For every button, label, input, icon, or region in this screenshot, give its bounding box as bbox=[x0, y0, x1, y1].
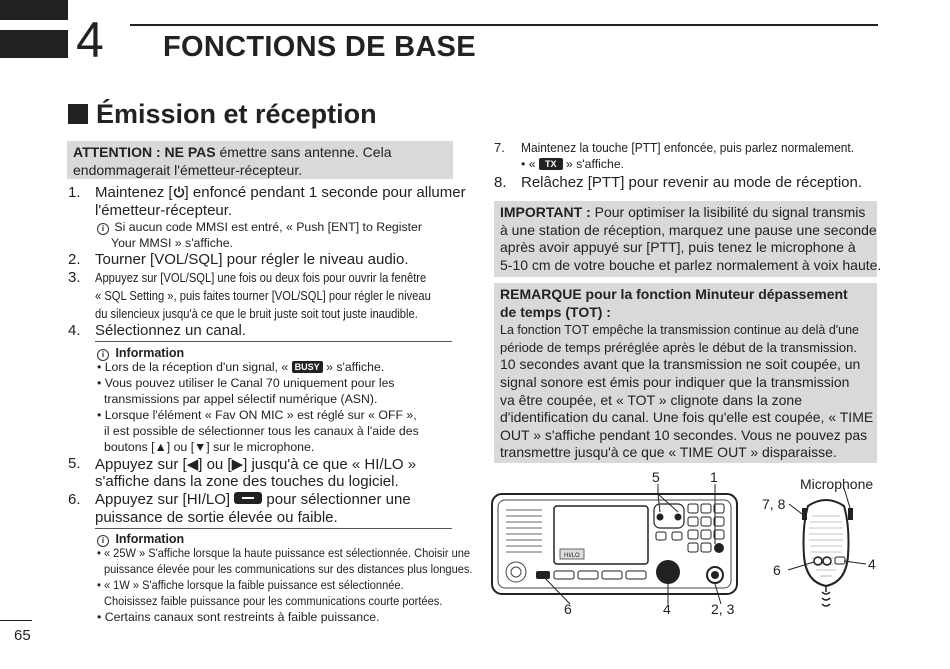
step-8-number: 8. bbox=[494, 174, 507, 191]
mic-callout-6: 6 bbox=[773, 562, 781, 578]
info-2-heading: i Information bbox=[97, 530, 184, 548]
microphone bbox=[802, 500, 853, 606]
section-title: Émission et réception bbox=[96, 99, 377, 129]
attention-box: ATTENTION : NE PAS émettre sans antenne. Cela endommagerait l'émetteur-récepteur. bbox=[67, 141, 453, 179]
callout-2-3: 2, 3 bbox=[711, 601, 735, 617]
step-8-text: Relâchez [PTT] pour revenir au mode de réception. bbox=[521, 174, 863, 191]
remarque-title-1: REMARQUE pour la fonction Minuteur dépassement bbox=[500, 286, 848, 302]
info-2-rule bbox=[95, 528, 452, 529]
radio-figure bbox=[486, 466, 886, 626]
radio-body bbox=[492, 494, 737, 594]
step-2-text: Tourner [VOL/SQL] pour régler le niveau audio. bbox=[95, 251, 409, 268]
callout-4: 4 bbox=[663, 601, 671, 617]
info-icon: i bbox=[97, 223, 109, 235]
chapter-bar-top bbox=[0, 0, 68, 20]
section-marker bbox=[68, 104, 88, 124]
info-1-bullet-1: • Lors de la réception d'un signal, « BUSY » s'affiche. bbox=[97, 360, 385, 374]
step-2-number: 2. bbox=[68, 251, 81, 268]
step-6-text: Appuyez sur [HI/LO] pour sélectionner une bbox=[95, 491, 411, 508]
remarque-box: REMARQUE pour la fonction Minuteur dépassement de temps (TOT) : La fonction TOT empêche la transmission continue au delà d'une période de temps préréglée après le début de la transmission. 10 secondes avant que la transmission ne soit coupée, un signal sonore est émis pour indiquer que la transmission va être coupée, et « TOT » clignote dans la zone d'identification du canal. Une fois qu'elle est coupée, « TIME OUT » s'affiche pendant 10 secondes. Vous ne pouvez pas transmettre jusqu'à ce que « TIME OUT » disparaisse. bbox=[494, 283, 877, 463]
step-4-text: Sélectionnez un canal. bbox=[95, 322, 246, 339]
chapter-rule bbox=[130, 24, 878, 26]
step-3-number: 3. bbox=[68, 269, 81, 286]
screen-hi-lo-label: HI/LO bbox=[564, 553, 580, 559]
chapter-bar-bottom bbox=[0, 30, 68, 58]
callout-1: 1 bbox=[710, 469, 718, 485]
step-6-number: 6. bbox=[68, 491, 81, 508]
info-icon: i bbox=[97, 349, 109, 361]
remarque-title-2: de temps (TOT) : bbox=[500, 303, 611, 320]
info-1-rule bbox=[95, 341, 452, 342]
busy-badge: BUSY bbox=[292, 361, 323, 373]
page-rule bbox=[0, 620, 32, 621]
attention-label: ATTENTION : NE PAS bbox=[73, 144, 216, 160]
power-icon bbox=[173, 185, 185, 197]
callout-5: 5 bbox=[652, 469, 660, 485]
step-5-number: 5. bbox=[68, 455, 81, 472]
mic-callout-4: 4 bbox=[868, 556, 876, 572]
step-1-number: 1. bbox=[68, 184, 81, 201]
step-1-note: i Si aucun code MMSI est entré, « Push [ENT] to Register bbox=[97, 220, 422, 235]
hi-lo-key-icon bbox=[234, 492, 262, 504]
info-icon: i bbox=[97, 535, 109, 547]
tx-badge: TX bbox=[539, 158, 563, 170]
step-4-number: 4. bbox=[68, 322, 81, 339]
step-7-text: Maintenez la touche [PTT] enfoncée, puis parlez normalement. bbox=[521, 140, 855, 155]
step-7-number: 7. bbox=[494, 140, 505, 155]
chapter-number: 4 bbox=[76, 12, 104, 68]
callout-6: 6 bbox=[564, 601, 572, 617]
mic-callout-7-8: 7, 8 bbox=[762, 496, 786, 512]
page-number: 65 bbox=[14, 627, 31, 644]
microphone-label: Microphone bbox=[800, 476, 874, 492]
important-box: IMPORTANT : Pour optimiser la lisibilité du signal transmis à une station de réception, marquez une pause une seconde après avoir appuyé sur [PTT], puis tenez le microphone à 5-10 cm de votre bouche et parlez normalement à voix haute. bbox=[494, 201, 877, 277]
info-1-heading: i Information bbox=[97, 344, 184, 362]
step-7-sub: • « TX » s'affiche. bbox=[521, 157, 625, 171]
step-1-text: Maintenez [ ] enfoncé pendant 1 seconde pour allumer bbox=[95, 184, 466, 201]
chapter-title: FONCTIONS DE BASE bbox=[163, 31, 476, 63]
